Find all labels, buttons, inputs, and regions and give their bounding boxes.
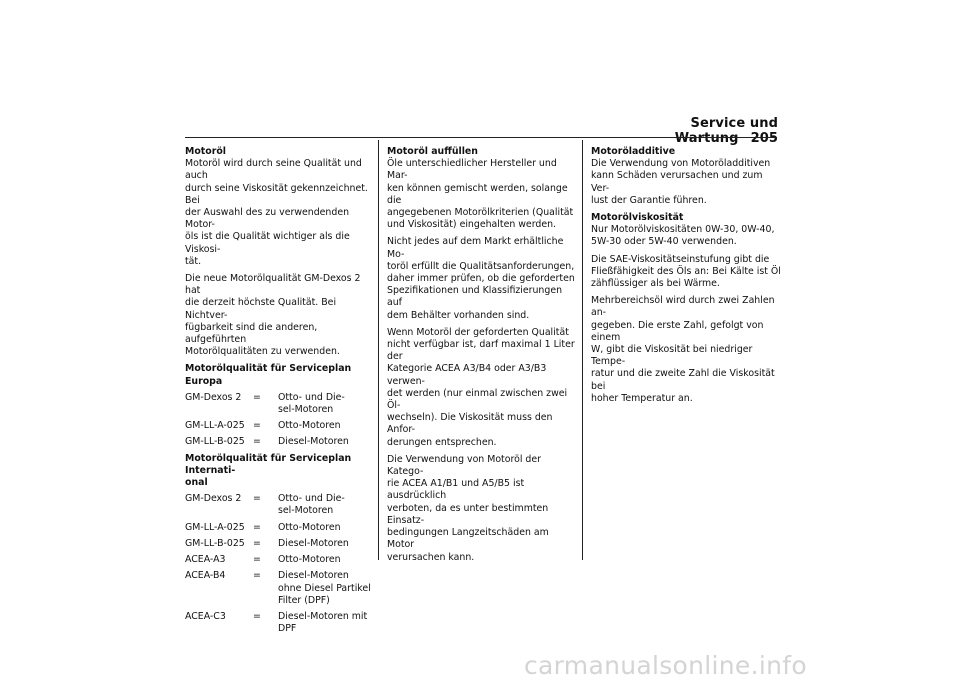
paragraph: Motoröl wird durch seine Qualität und auch durch seine Viskosität gekennzeichnet. Bei der Auswahl des zu verwendenden Motor- öls ist die Qualität wichtiger als die Viskosi- tät. <box>185 158 368 267</box>
spec-name: ACEA-C3 <box>185 610 226 622</box>
table-row <box>185 493 375 517</box>
spec-description: Diesel-Motoren mit DPF <box>278 610 368 635</box>
europa-spec-table <box>185 392 375 449</box>
spec-description: Otto-Motoren <box>278 554 341 566</box>
spec-name: ACEA-A3 <box>185 554 226 566</box>
paragraph: Die Verwendung von Motoröladditiven kann Schäden verursachen und zum Ver- lust der Garantie führen. <box>591 158 771 206</box>
paragraph: Nur Motorölviskositäten 0W-30, 0W-40, 5W-30 oder 5W-40 verwenden. <box>591 224 775 248</box>
paragraph: Wenn Motoröl der geforderten Qualität nicht verfügbar ist, darf maximal 1 Liter der Kategorie ACEA A3/B4 oder A3/B3 verwen- det werden (nur einmal zwischen zwei Öl- wechseln). Die Viskosität muss den Anfor- derungen entsprechen. <box>387 326 575 448</box>
column-right <box>591 146 781 410</box>
paragraph: Mehrbereichsöl wird durch zwei Zahlen an- gegeben. Die erste Zahl, gefolgt von einem W, gibt die Viskosität bei niedriger Tempe- ratur und die zweite Zahl die Viskosität bei hoher Temperatur an. <box>591 295 775 404</box>
table-row <box>185 522 375 534</box>
column-divider-2 <box>582 140 583 560</box>
heading-serviceplan-international: Motorölqualität für Serviceplan Internati- onal <box>185 452 352 489</box>
table-row <box>185 611 375 635</box>
table-row <box>185 420 375 432</box>
heading-motoroel-auffuellen: Motoröl auffüllen <box>387 146 478 157</box>
heading-serviceplan-europa: Motorölqualität für Serviceplan Europa <box>185 363 352 387</box>
equals-sign: = <box>253 554 261 566</box>
international-spec-table <box>185 493 375 635</box>
equals-sign: = <box>253 493 261 505</box>
spec-description: Otto- und Die- sel-Motoren <box>278 391 345 416</box>
table-row <box>185 554 375 566</box>
equals-sign: = <box>253 521 261 533</box>
equals-sign: = <box>253 610 261 622</box>
spec-description: Otto-Motoren <box>278 420 341 432</box>
spec-description: Diesel-Motoren <box>278 436 349 448</box>
spec-name: GM-LL-B-025 <box>185 537 245 549</box>
spec-name: GM-Dexos 2 <box>185 391 242 403</box>
column-divider-1 <box>378 140 379 560</box>
table-row <box>185 392 375 416</box>
equals-sign: = <box>253 391 261 403</box>
column-left <box>185 146 375 639</box>
spec-description: Otto- und Die- sel-Motoren <box>278 493 345 517</box>
page-number: 205 <box>750 131 778 146</box>
paragraph: Die SAE-Viskositätseinstufung gibt die Fließfähigkeit des Öls an: Bei Kälte ist Öl zähflüssiger als bei Wärme. <box>591 253 781 290</box>
spec-name: GM-LL-A-025 <box>185 521 245 533</box>
equals-sign: = <box>253 570 261 582</box>
spec-description: Diesel-Motoren <box>278 537 349 549</box>
equals-sign: = <box>253 537 261 549</box>
spec-name: GM-LL-B-025 <box>185 436 245 448</box>
paragraph: Nicht jedes auf dem Markt erhältliche Mo- toröl erfüllt die Qualitätsanforderungen, daher immer prüfen, ob die geforderten Spezifikationen und Klassifizierungen auf dem Behälter vorhanden sind. <box>387 236 575 321</box>
heading-motoroel: Motoröl <box>185 146 226 157</box>
page-header <box>600 116 778 146</box>
table-row <box>185 538 375 550</box>
heading-motoroelviskositaet: Motorölviskosität <box>591 212 684 224</box>
table-row <box>185 570 375 607</box>
spec-name: GM-LL-A-025 <box>185 420 245 432</box>
watermark-text: carmanualsonline.info <box>524 651 807 680</box>
spec-name: ACEA-B4 <box>185 570 226 582</box>
section-title: Service und Wartung <box>674 116 778 146</box>
equals-sign: = <box>253 436 261 448</box>
spec-description: Diesel-Motoren ohne Diesel Partikel Filter (DPF) <box>278 570 371 606</box>
paragraph: Die neue Motorölqualität GM-Dexos 2 hat die derzeit höchste Qualität. Bei Nichtver- fügbarkeit sind die anderen, aufgeführten Motorölqualitäten zu verwenden. <box>185 273 361 358</box>
spec-name: GM-Dexos 2 <box>185 493 242 505</box>
spec-description: Otto-Motoren <box>278 521 341 533</box>
heading-motoroeladditive: Motoröladditive <box>591 146 676 157</box>
equals-sign: = <box>253 420 261 432</box>
column-middle <box>387 146 577 569</box>
header-divider <box>185 137 777 138</box>
table-row <box>185 436 375 448</box>
paragraph: Die Verwendung von Motoröl der Katego- rie ACEA A1/B1 und A5/B5 ist ausdrücklich verboten, da es unter bestimmten Einsatz- bedingungen Langzeitschäden am Motor verursachen kann. <box>387 453 549 563</box>
paragraph: Öle unterschiedlicher Hersteller und Mar- ken können gemischt werden, solange die angegebenen Motorölkriterien (Qualität und Viskosität) eingehalten werden. <box>387 158 574 231</box>
